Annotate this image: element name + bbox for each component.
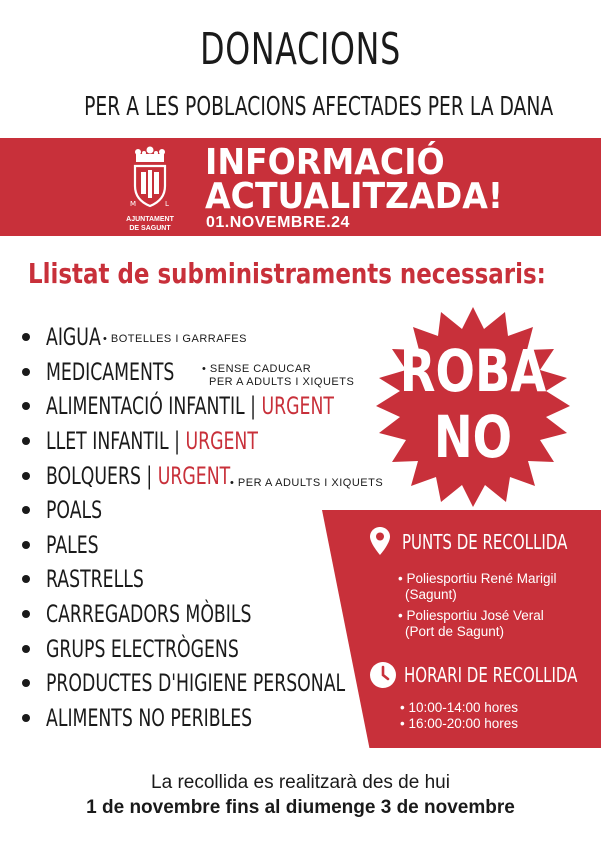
list-item: PRODUCTES D'HIGIENE PERSONAL: [22, 666, 462, 701]
sagunt-crest-icon: [127, 146, 173, 210]
urgent-tag: URGENT: [185, 427, 258, 456]
points-title: PUNTS DE RECOLLIDA: [402, 530, 568, 554]
info-date: 01.NOVEMBRE.24: [206, 214, 350, 231]
list-item: LLET INFANTIL | URGENT: [22, 424, 462, 459]
list-item: MEDICAMENTS: [22, 355, 462, 390]
info-banner: [0, 138, 601, 236]
clock-icon: [369, 661, 397, 689]
roba-no-text: ROBA NO: [399, 337, 547, 471]
list-item: RASTRELLS: [22, 562, 462, 597]
info-heading: INFORMACIÓ ACTUALITZADA!: [205, 142, 503, 217]
supplies-heading: Llistat de subministraments necessaris:: [28, 257, 546, 290]
footer-line-1: La recollida es realitzarà des de hui: [151, 772, 450, 793]
list-item: PALES: [22, 528, 462, 563]
list-item: ALIMENTS NO PERIBLES: [22, 701, 462, 736]
list-item: AIGUA: [22, 320, 462, 355]
hours-title: HORARI DE RECOLLIDA: [404, 663, 578, 687]
footer-line-2: 1 de novembre fins al diumenge 3 de novembre: [86, 797, 515, 818]
point-item: • Poliesportiu José Veral (Port de Sagunt): [398, 608, 544, 639]
list-item: ALIMENTACIÓ INFANTIL | URGENT: [22, 389, 462, 424]
svg-text:M: M: [130, 200, 137, 208]
aigua-note: • BOTELLES I GARRAFES: [103, 333, 247, 345]
location-pin-icon: [370, 527, 390, 555]
poster-title: DONACIONS: [200, 24, 401, 75]
urgent-tag: URGENT: [261, 392, 334, 421]
crest-caption: AJUNTAMENT DE SAGUNT: [126, 216, 174, 232]
list-item: GRUPS ELECTRÒGENS: [22, 631, 462, 666]
point-item: • Poliesportiu René Marigil (Sagunt): [398, 571, 557, 602]
list-item: POALS: [22, 493, 462, 528]
list-item: BOLQUERS | URGENT: [22, 458, 462, 493]
svg-text:L: L: [165, 200, 169, 208]
medicaments-note: • SENSE CADUCAR PER A ADULTS I XIQUETS: [202, 363, 355, 388]
hours-list: • 10:00-14:00 hores • 16:00-20:00 hores: [400, 700, 519, 731]
urgent-tag: URGENT: [157, 461, 231, 490]
poster-subtitle: PER A LES POBLACIONS AFECTADES PER LA DANA: [84, 92, 554, 122]
list-item: CARREGADORS MÒBILS: [22, 597, 462, 632]
bolquers-note: • PER A ADULTS I XIQUETS: [230, 477, 384, 489]
